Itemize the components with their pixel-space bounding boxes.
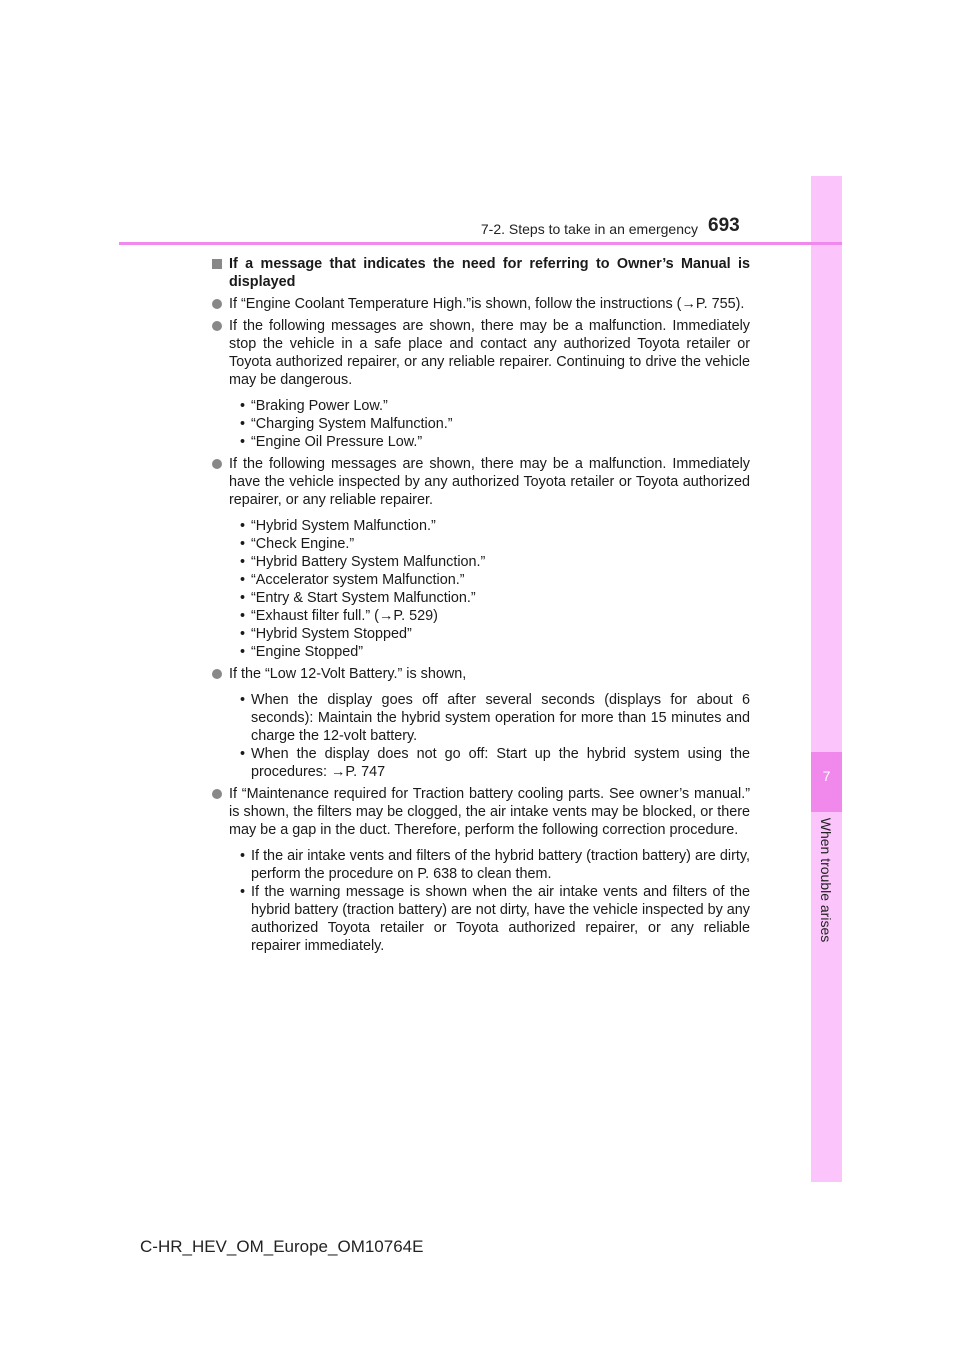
page-number: 693 xyxy=(708,215,740,236)
list-item: • When the display does not go off: Start up the hybrid system using the procedures: →P. 747 xyxy=(240,746,750,780)
round-bullet-icon xyxy=(212,789,222,799)
section-heading-text: If a message that indicates the need for referring to Owner’s Manual is displayed xyxy=(229,256,750,290)
round-bullet-icon xyxy=(212,299,222,309)
bullet-item xyxy=(212,295,750,313)
list-item: • “Check Engine.” xyxy=(240,536,355,552)
list-item: • “Engine Stopped” xyxy=(240,644,364,660)
list-item: • “Charging System Malfunction.” xyxy=(240,416,453,432)
procedure-list xyxy=(212,691,750,781)
round-bullet-icon xyxy=(212,459,222,469)
document-code: C-HR_HEV_OM_Europe_OM10764E xyxy=(140,1237,424,1256)
chapter-title: When trouble arises xyxy=(818,817,834,943)
bullet-item xyxy=(212,785,750,839)
page-body xyxy=(212,255,750,955)
bullet-item-text: If the following messages are shown, there may be a malfunction. Immediately have the vehicle inspected by any authorized Toyota retailer or Toyota authorized repairer, or any reliable repairer. xyxy=(229,456,750,508)
bullet-item-text: If “Engine Coolant Temperature High.”is shown, follow the instructions (→P. 755). xyxy=(229,296,745,312)
message-list xyxy=(212,517,750,661)
header-divider xyxy=(119,242,842,245)
bullet-item-text: If the “Low 12-Volt Battery.” is shown, xyxy=(229,666,467,682)
list-item: • “Exhaust filter full.” (→P. 529) xyxy=(240,608,438,624)
chapter-number: 7 xyxy=(822,768,831,784)
list-item: • When the display goes off after several seconds (displays for about 6 seconds): Maintain the hybrid system operation for more than 15 minutes and charge the 12-volt battery. xyxy=(240,692,750,744)
list-item: • If the air intake vents and filters of the hybrid battery (traction battery) are dirty, perform the procedure on P. 638 to clean them. xyxy=(240,848,750,882)
round-bullet-icon xyxy=(212,321,222,331)
procedure-list xyxy=(212,847,750,955)
list-item: • “Hybrid System Malfunction.” xyxy=(240,518,436,534)
list-item: • “Accelerator system Malfunction.” xyxy=(240,572,465,588)
bullet-item xyxy=(212,665,750,683)
list-item: • “Entry & Start System Malfunction.” xyxy=(240,590,476,606)
bullet-item xyxy=(212,317,750,389)
list-item: • “Hybrid Battery System Malfunction.” xyxy=(240,554,486,570)
chapter-tab xyxy=(811,176,842,1182)
section-heading xyxy=(212,255,750,291)
list-item: • “Braking Power Low.” xyxy=(240,398,388,414)
bullet-item-text: If “Maintenance required for Traction battery cooling parts. See owner’s manual.” is shown, the filters may be clogged, the air intake vents may be blocked, or there may be a gap in the duct. Therefore, perform the following correction procedure. xyxy=(229,786,750,838)
message-list xyxy=(212,397,750,451)
section-title: 7-2. Steps to take in an emergency xyxy=(480,221,698,237)
square-bullet-icon xyxy=(212,259,222,269)
list-item: • “Hybrid System Stopped” xyxy=(240,626,412,642)
list-item: • If the warning message is shown when the air intake vents and filters of the hybrid battery (traction battery) are not dirty, have the vehicle inspected by any authorized Toyota retailer or Toyota authorized repairer, or any reliable repairer immediately. xyxy=(240,884,750,954)
bullet-item xyxy=(212,455,750,509)
round-bullet-icon xyxy=(212,669,222,679)
bullet-item-text: If the following messages are shown, there may be a malfunction. Immediately stop the vehicle in a safe place and contact any authorized Toyota retailer or Toyota authorized repairer, or any reliable repairer. Continuing to drive the vehicle may be dangerous. xyxy=(229,318,750,388)
list-item: • “Engine Oil Pressure Low.” xyxy=(240,434,423,450)
